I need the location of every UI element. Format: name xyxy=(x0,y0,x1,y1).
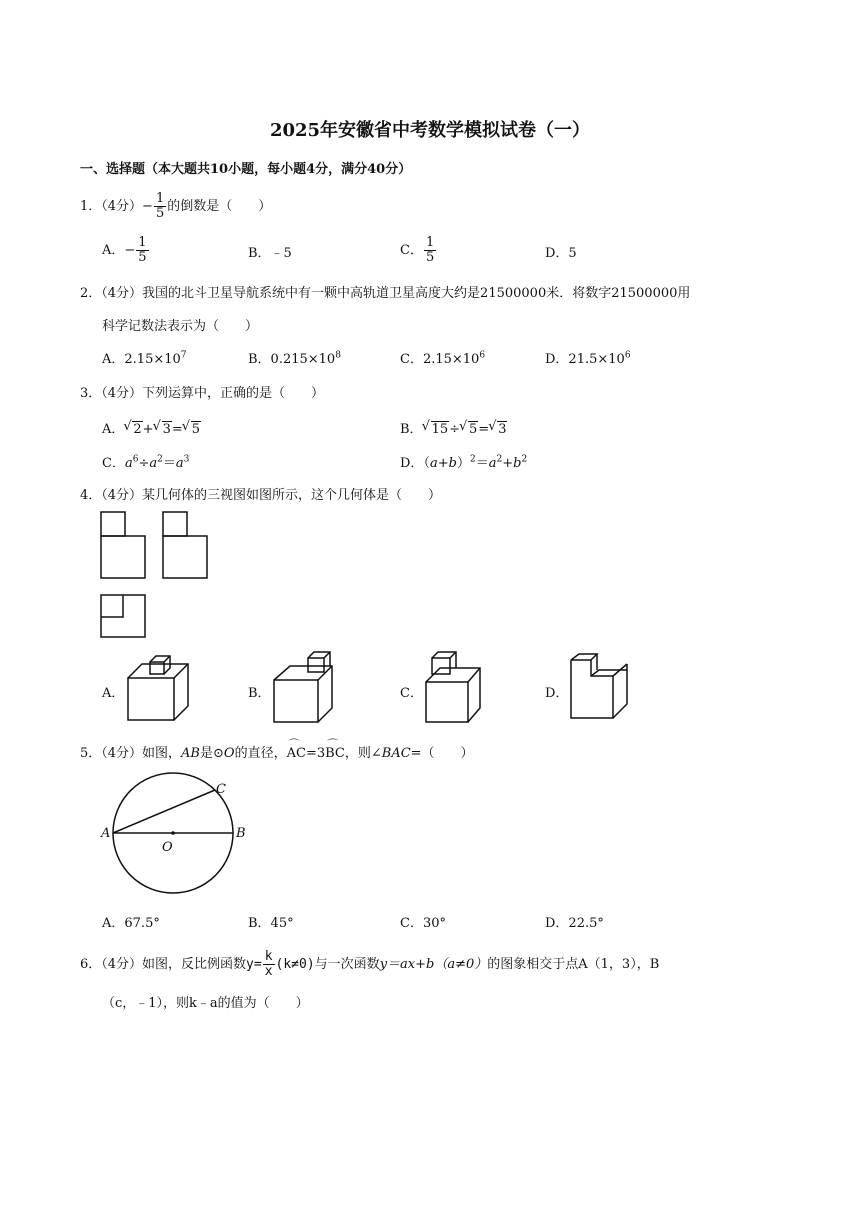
q5-option-b: B．45° xyxy=(248,916,294,931)
q2-option-c: C．$2.15\times 10^6$ xyxy=(400,350,486,367)
point-o-label: O xyxy=(162,840,173,855)
section-heading: 一、选择题（本大题共10小题，每小题4分，满分40分） xyxy=(80,162,412,177)
arc-ac: ⌒ AC xyxy=(287,746,306,761)
q4-option-c-solid xyxy=(420,646,490,726)
question-2-stem-line1: 2．（4分）我国的北斗卫星导航系统中有一颗中高轨道卫星高度大约是21500000米．将数字21500000用 xyxy=(80,286,691,301)
q1-stem-tail: 的倒数是（ ） xyxy=(167,199,272,214)
arc-bc: ⌒ BC xyxy=(325,746,345,761)
q2-option-d: D．$21.5\times 10^6$ xyxy=(545,350,631,367)
q5-option-a: A．67.5° xyxy=(102,916,160,931)
q3-option-b: B．√ 15÷√ 5=√ 3 xyxy=(400,418,507,437)
q1-option-c: C． $\frac{1}{5}$ xyxy=(400,235,435,265)
q5-option-d: D．22.5° xyxy=(545,916,604,931)
q4-option-d-label: D． xyxy=(545,686,569,701)
q4-option-b-solid xyxy=(268,646,338,726)
q4-option-a-solid xyxy=(120,650,190,725)
q2-option-b: B．$0.215\times 10^8$ xyxy=(248,350,341,367)
q1-number: 1．（4分） xyxy=(80,199,143,214)
three-view-figure xyxy=(98,510,213,640)
question-3-stem: 3．（4分）下列运算中，正确的是（ ） xyxy=(80,386,325,401)
q3-option-d: D．$(a+b)^2=a^2+b^2$ xyxy=(400,454,528,471)
q1-option-b: B．﹣5 xyxy=(248,246,292,261)
q5-option-c: C．30° xyxy=(400,916,446,931)
q1-sign: − xyxy=(142,199,153,214)
point-a-label: A xyxy=(101,826,111,841)
q1-fraction: $\frac{1}{5}$ xyxy=(155,191,165,221)
q4-option-a-label: A． xyxy=(102,686,125,701)
q1-option-d: D．5 xyxy=(545,246,577,261)
q4-option-d-solid xyxy=(565,650,635,725)
q3-option-c: C．$a^6\div a^2=a^3$ xyxy=(102,454,190,471)
question-5-stem: 5．（4分）如图，AB是⊙O的直径，⌒ AC=3⌒ BC，则∠BAC=（ ） xyxy=(80,742,474,761)
q6-func: y= $\frac{k}{x}$ (k≠0) xyxy=(246,949,315,979)
question-6-stem-line1: 6．（4分）如图，反比例函数y= $\frac{k}{x}$ (k≠0)与一次函数y＝ax+b（a≠0）的图象相交于点A（1，3），B xyxy=(80,949,660,979)
question-1-stem xyxy=(80,192,271,221)
point-c-label: C xyxy=(216,782,226,797)
question-6-stem-line2: （c，﹣1），则k﹣a的值为（ ） xyxy=(102,996,309,1011)
question-4-stem: 4．（4分）某几何体的三视图如图所示，这个几何体是（ ） xyxy=(80,488,442,503)
q3-option-a: A．√ 2+√ 3=√ 5 xyxy=(102,418,201,437)
q4-option-b-label: B． xyxy=(248,686,271,701)
q1-option-a: A．− $\frac{1}{5}$ xyxy=(102,235,147,265)
point-b-label: B xyxy=(236,826,246,841)
q4-option-c-label: C． xyxy=(400,686,423,701)
question-2-stem-line2: 科学记数法表示为（ ） xyxy=(102,319,259,334)
q2-option-a: A．$2.15\times 10^7$ xyxy=(102,350,187,367)
page-title: 2025年安徽省中考数学模拟试卷（一） xyxy=(269,120,591,141)
